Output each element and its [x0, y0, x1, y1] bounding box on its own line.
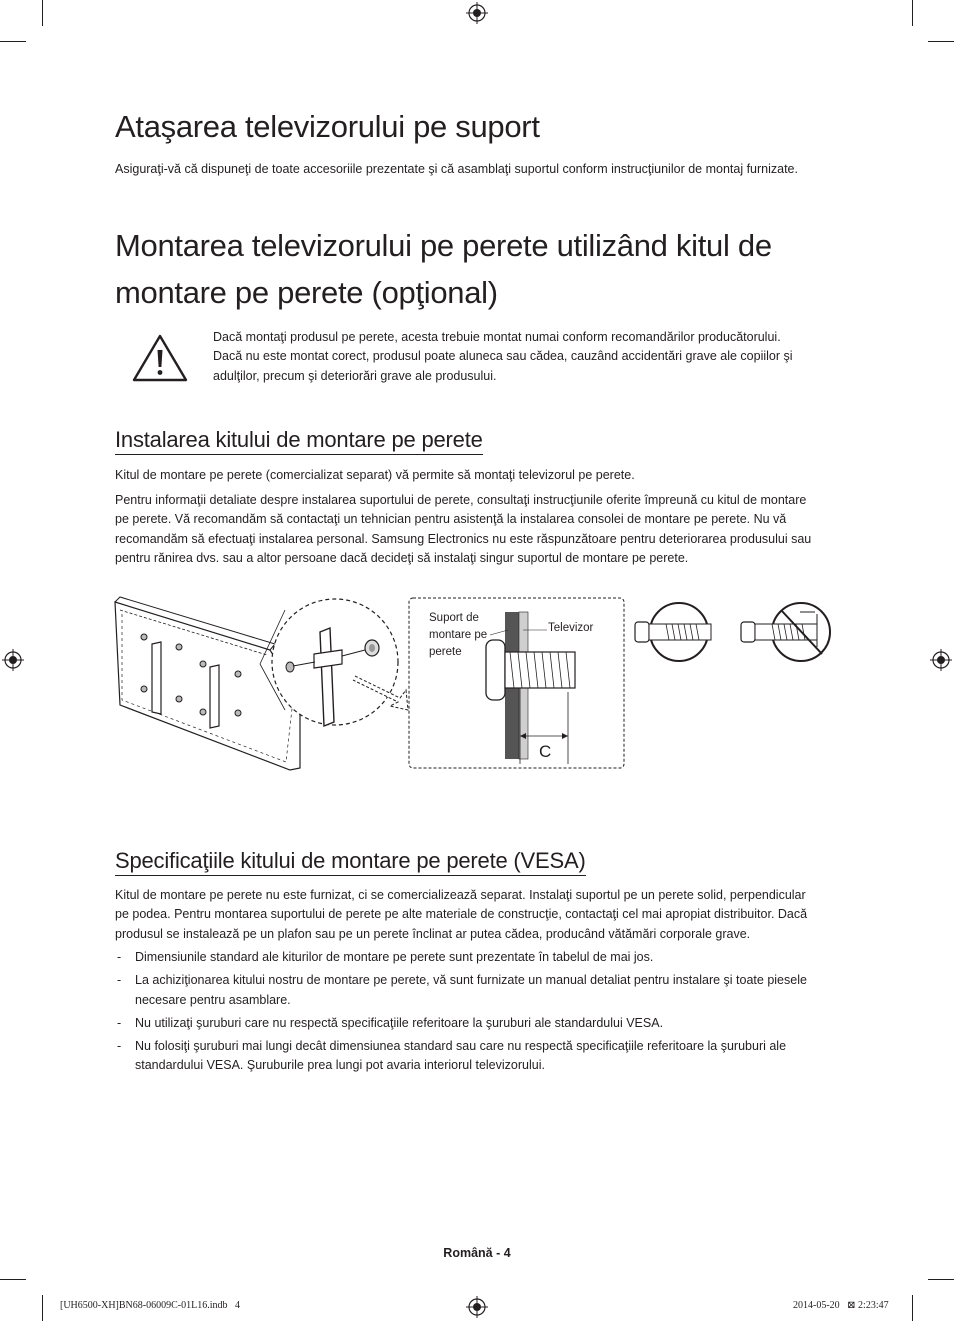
- section-title-vesa: [115, 848, 586, 874]
- crop-mark: [42, 0, 43, 26]
- tv-back-illustration: [115, 597, 300, 770]
- warning-line: adulţilor, precum şi deteriorări grave ale produsului.: [213, 368, 497, 383]
- list-item: - Nu utilizaţi şuruburi care nu respectă specificaţiile referitoare la şuruburi ale standardului VESA.: [115, 1014, 840, 1033]
- para-line: pe podea. Pentru montarea suportului de perete pe alte materiale de construcţie, contactaţi cel mai apropiat distribuitor. Dacă: [115, 907, 808, 922]
- title-line: Montarea televizorului pe perete utilizând kitul de: [115, 228, 772, 263]
- bracket-label-line: perete: [429, 646, 462, 658]
- registration-mark-icon: [2, 649, 24, 671]
- bracket-label: [429, 610, 487, 661]
- para-line: pentru rănirea dvs. sau a altor persoane dacă decideţi să instalaţi singur suportul de montare pe perete.: [115, 550, 689, 565]
- file-name: [UH6500-XH]BN68-06009C-01L16.indb 4: [60, 1300, 240, 1311]
- registration-mark-icon: [466, 1296, 488, 1318]
- crop-mark: [0, 41, 26, 42]
- print-timestamp: 2014-05-20 ⊠ 2:23:47: [793, 1300, 889, 1311]
- correct-screw-icon: [635, 603, 711, 661]
- install-kit-para2: [115, 491, 855, 568]
- crop-mark: [42, 1295, 43, 1321]
- list-item: - Dimensiunile standard ale kiturilor de montare pe perete sunt prezentate în tabelul de mai jos.: [115, 948, 840, 967]
- crop-mark: [912, 1295, 913, 1321]
- para-line: Pentru informaţii detaliate despre instalarea suportului de perete, consultaţi instrucţiunile oferite împreună cu kitul de montare: [115, 493, 807, 507]
- warning-text: [213, 328, 853, 386]
- bracket-label-line: montare pe: [429, 629, 488, 641]
- dimension-c-label: C: [539, 742, 552, 761]
- list-item: - Nu folosiţi şuruburi mai lungi decât dimensiunea standard sau care nu respectă specificaţiile referitoare la şuruburi ale standardului VESA. Şuruburile prea lungi pot avaria interiorul televizorului.: [115, 1037, 840, 1076]
- para-line: pe perete. Vă recomandăm să contactaţi un tehnician pentru asistenţă la instalarea consolei de montare pe perete. Nu vă: [115, 512, 787, 527]
- vesa-paragraph: [115, 886, 855, 944]
- vesa-bullet-list: [115, 948, 840, 1080]
- heading-text: Specificaţiile kitului de montare pe perete (VESA): [115, 848, 586, 876]
- stand-body: Asiguraţi-vă că dispuneţi de toate accesoriile prezentate şi că asamblaţi suportul conform instrucţiunilor de montaj furnizate.: [115, 162, 798, 176]
- warning-line: Dacă nu este montat corect, produsul poate aluneca sau cădea, cauzând accidentări grave ale copiilor şi: [213, 349, 793, 364]
- crop-mark: [912, 0, 913, 26]
- section-title-wall-mount: [115, 222, 875, 316]
- para-line: recomandăm să efectuaţi instalarea personal. Samsung Electronics nu este răspunzătoare pentru deteriorarea produsului sau: [115, 531, 812, 546]
- section-title-stand: Ataşarea televizorului pe suport: [115, 109, 540, 144]
- para-line: produsul se instalează pe un plafon sau pe un perete înclinat ar putea cădea, producând vătămări corporale grave.: [115, 926, 751, 941]
- crop-mark: [0, 1279, 26, 1280]
- warning-line: Dacă montaţi produsul pe perete, acesta trebuie montat numai conform recomandărilor producătorului.: [213, 330, 781, 344]
- title-line: montare pe perete (opţional): [115, 275, 498, 310]
- install-kit-para1: Kitul de montare pe perete (comercializat separat) vă permite să montaţi televizorul pe perete.: [115, 468, 635, 482]
- warning-icon: [131, 333, 189, 383]
- page-number: Română - 4: [443, 1246, 511, 1260]
- list-item: - La achiziţionarea kitului nostru de montare pe perete, vă sunt furnizate un manual detaliat pentru instalare şi toate piesele necesare pentru asamblare.: [115, 971, 840, 1010]
- registration-mark-icon: [930, 649, 952, 671]
- crop-mark: [928, 1279, 954, 1280]
- tv-label: Televizor: [548, 622, 594, 634]
- para-line: Kitul de montare pe perete nu este furnizat, ci se comercializează separat. Instalaţi suportul pe un perete solid, perpendicular: [115, 888, 806, 902]
- section-title-install-kit: [115, 427, 483, 453]
- crop-mark: [928, 41, 954, 42]
- prohibited-screw-icon: [741, 603, 830, 661]
- bracket-label-line: Suport de: [429, 612, 479, 624]
- zoom-detail-circle: [260, 599, 398, 726]
- registration-mark-icon: [466, 2, 488, 24]
- heading-text: Instalarea kitului de montare pe perete: [115, 427, 483, 455]
